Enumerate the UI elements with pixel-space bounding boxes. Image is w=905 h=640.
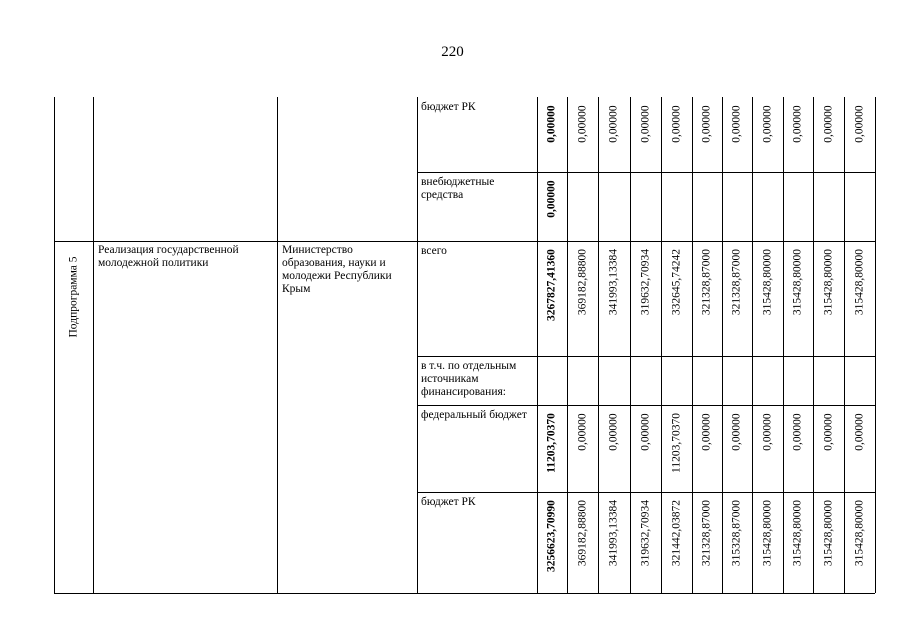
value-cell: 0,00000 xyxy=(791,104,804,143)
value-cell: 0,00000 xyxy=(761,412,773,451)
value-cell: 315428,80000 xyxy=(853,248,865,316)
value-cell: 0,00000 xyxy=(822,104,834,143)
value-cell: 321442,03872 xyxy=(670,499,682,567)
value-cell: 0,00000 xyxy=(545,179,558,218)
value-cell: 0,00000 xyxy=(639,104,651,143)
value-cell: 315428,80000 xyxy=(822,499,834,567)
value-cell: 0,00000 xyxy=(576,412,588,451)
value-cell: 0,00000 xyxy=(700,412,713,451)
value-cell: 11203,70370 xyxy=(670,413,682,473)
value-cell: 315428,80000 xyxy=(761,499,773,567)
value-cell: 341993,13384 xyxy=(607,499,620,567)
value-cell: 332645,74242 xyxy=(670,248,682,316)
value-cell: 0,00000 xyxy=(822,412,834,451)
value-cell: 321328,87000 xyxy=(700,248,713,316)
value-cell: 11203,70370 xyxy=(545,413,558,473)
value-cell: 0,00000 xyxy=(607,412,620,451)
subprogram-label: Подпрограмма 5 xyxy=(67,256,79,338)
table-rule xyxy=(93,97,94,593)
value-cell: 0,00000 xyxy=(791,412,804,451)
value-cell: 0,00000 xyxy=(730,412,743,451)
value-cell: 369182,88800 xyxy=(576,499,588,567)
table-rule xyxy=(417,492,875,493)
table-rule xyxy=(277,97,278,593)
source-cell: бюджет РК xyxy=(421,101,476,113)
value-cell: 315428,80000 xyxy=(761,248,773,316)
source-cell: федеральный бюджет xyxy=(421,409,527,421)
value-cell: 319632,70934 xyxy=(639,248,651,316)
value-cell: 319632,70934 xyxy=(639,499,651,567)
table-rule xyxy=(54,241,875,242)
table-rule xyxy=(417,356,875,357)
value-cell: 0,00000 xyxy=(607,104,620,143)
table-rule xyxy=(417,172,875,173)
table-rule xyxy=(875,97,876,593)
source-cell: внебюджетные средства xyxy=(421,176,495,201)
value-cell: 315428,80000 xyxy=(853,499,865,567)
value-cell: 341993,13384 xyxy=(607,248,620,316)
value-cell: 3256623,70990 xyxy=(545,500,558,572)
value-cell: 0,00000 xyxy=(730,104,743,143)
value-cell: 321328,87000 xyxy=(730,248,743,316)
value-cell: 315428,80000 xyxy=(791,248,804,316)
value-cell: 0,00000 xyxy=(853,104,865,143)
value-cell: 321328,87000 xyxy=(700,499,713,567)
value-cell: 315428,80000 xyxy=(791,499,804,567)
subprogram-executor: Министерство образования, науки и молодежи Республики Крым xyxy=(282,244,392,295)
source-cell: в т.ч. по отдельным источникам финансирования: xyxy=(421,360,517,398)
source-cell: всего xyxy=(421,245,447,257)
value-cell: 3267827,41360 xyxy=(545,249,558,321)
table-rule xyxy=(417,405,875,406)
value-cell: 315328,87000 xyxy=(730,499,743,567)
value-cell: 369182,88800 xyxy=(576,248,588,316)
value-cell: 0,00000 xyxy=(670,104,682,143)
table-rule xyxy=(54,593,875,594)
subprogram-name: Реализация государственной молодежной политики xyxy=(98,244,239,269)
value-cell: 315428,80000 xyxy=(822,248,834,316)
table-rule xyxy=(54,97,55,593)
value-cell: 0,00000 xyxy=(700,104,713,143)
value-cell: 0,00000 xyxy=(853,412,865,451)
value-cell: 0,00000 xyxy=(639,412,651,451)
value-cell: 0,00000 xyxy=(761,104,773,143)
source-cell: бюджет РК xyxy=(421,496,476,508)
value-cell: 0,00000 xyxy=(576,104,588,143)
value-cell: 0,00000 xyxy=(545,104,558,143)
page-number: 220 xyxy=(441,44,464,60)
